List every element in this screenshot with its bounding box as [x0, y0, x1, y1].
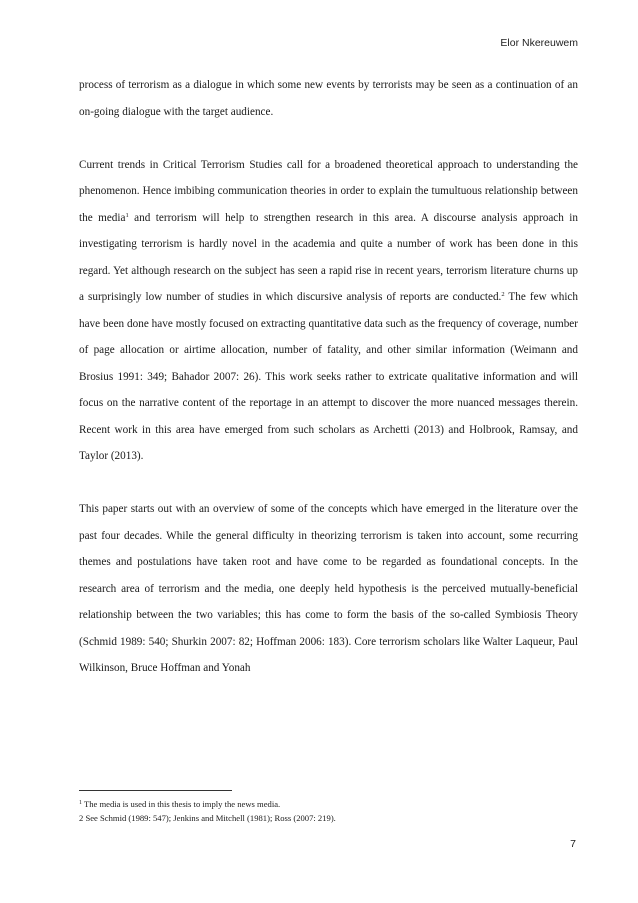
- paragraph-1: process of terrorism as a dialogue in which some new events by terrorists may be seen as a continuation of an on-going dialogue with the target audience.: [79, 79, 578, 118]
- footnote-separator: [79, 790, 232, 791]
- footnote-text: The media is used in this thesis to imply the news media.: [82, 799, 281, 809]
- footnote-1: [79, 797, 578, 811]
- footnote-ref-2[interactable]: 2: [501, 291, 505, 298]
- footnote-marker: 2: [79, 813, 84, 823]
- running-header-author: Elor Nkereuwem: [500, 37, 578, 49]
- paragraph-2: [79, 152, 578, 470]
- paragraph-2-part-b: and terrorism will help to strengthen research in this area. A discourse analysis approach in investigating terrorism is hardly novel in the academia and quite a number of work has been done in this regard. Yet although research on the subject has seen a rapid rise in recent years, terrorism literature churns up a surprisingly low number of studies in which discursive analysis of reports are conducted.: [79, 211, 579, 303]
- footnote-2: [79, 811, 578, 825]
- paragraph-3: This paper starts out with an overview of some of the concepts which have emerged in the literature over the past four decades. While the general difficulty in theorizing terrorism is taken into account, some recurring themes and postulations have taken root and have come to be regarded as foundational concepts. In the research area of terrorism and the media, one deeply held hypothesis is the perceived mutually-beneficial relationship between the two variables; this has come to form the basis of the so-called Symbiosis Theory (Schmid 1989: 540; Shurkin 2007: 82; Hoffman 2006: 183). Core terrorism scholars like Walter Laqueur, Paul Wilkinson, Bruce Hoffman and Yonah: [79, 503, 578, 674]
- paragraph-2-part-a: Current trends in Critical Terrorism Studies call for a broadened theoretical approach to understanding the phenomenon. Hence imbibing communication theories in order to explain the tumultuous relationship between the media: [79, 158, 578, 224]
- page-number: 7: [570, 838, 576, 850]
- footnote-marker: 1: [79, 800, 82, 806]
- footnote-text: See Schmid (1989: 547); Jenkins and Mitchell (1981); Ross (2007: 219).: [83, 813, 336, 823]
- paragraph-2-part-c: The few which have been done have mostly focused on extracting quantitative data such as the frequency of coverage, number of page allocation or airtime allocation, number of fatality, and other similar information (Weimann and Brosius 1991: 349; Bahador 2007: 26). This work seeks rather to extricate qualitative information and will focus on the narrative content of the reportage in an attempt to discover the more nuanced messages therein. Recent work in this area have emerged from such scholars as Archetti (2013) and Holbrook, Ramsay, and Taylor (2013).: [79, 291, 578, 462]
- body-text: [79, 72, 578, 682]
- footnotes: [79, 797, 578, 825]
- footnote-ref-1[interactable]: 1: [125, 211, 129, 219]
